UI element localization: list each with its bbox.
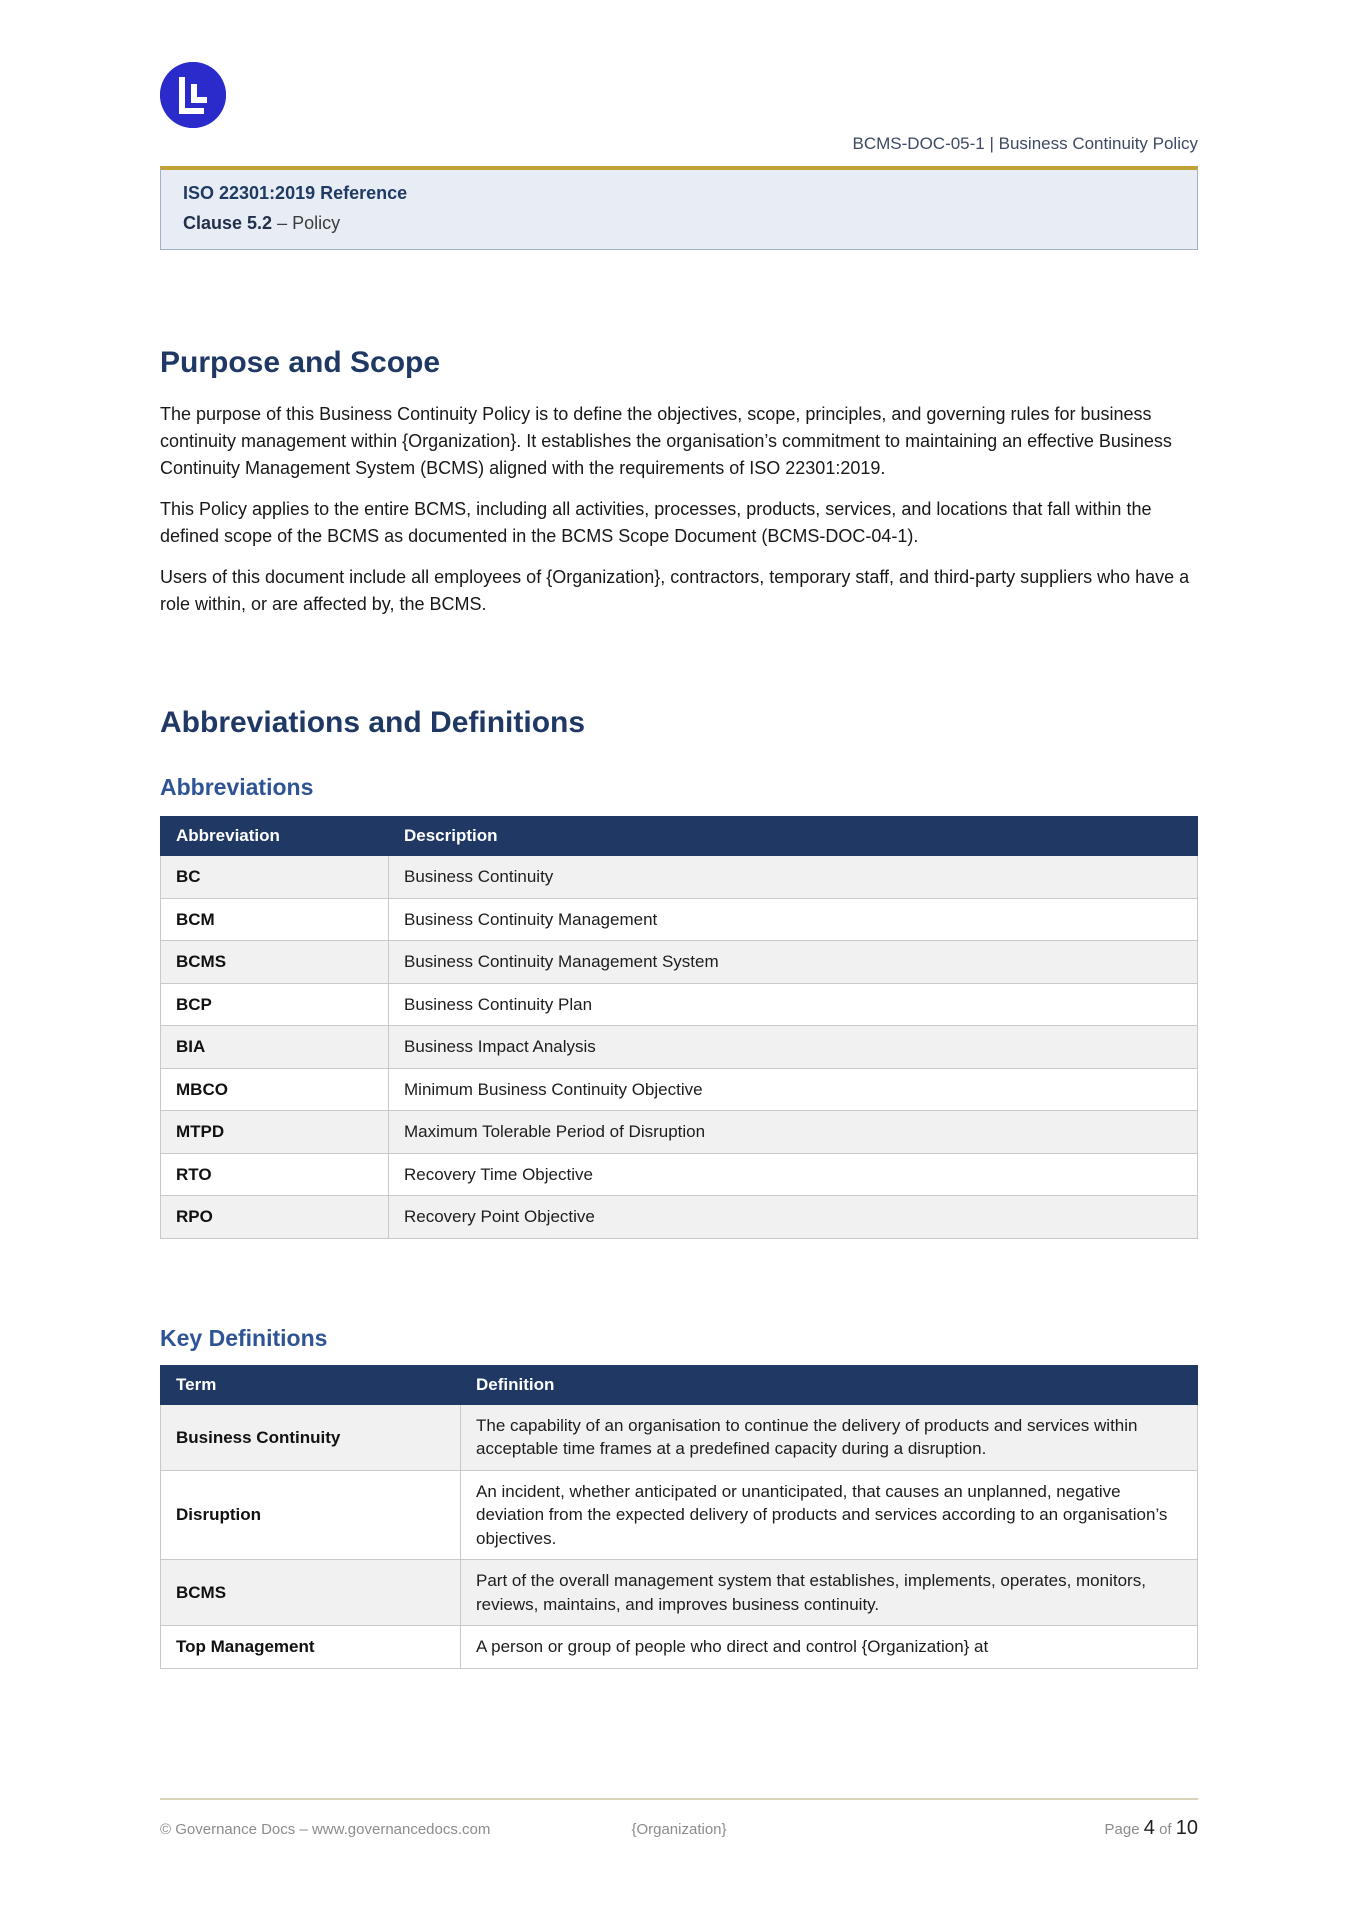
description-cell: Business Continuity Plan	[389, 983, 1198, 1025]
definition-row	[161, 1404, 1198, 1470]
term-cell: MTPD	[161, 1111, 389, 1153]
document-body	[0, 346, 1358, 1669]
term-cell: Business Continuity	[161, 1404, 461, 1470]
footer-organization: {Organization}	[631, 1821, 727, 1838]
definition-row	[161, 1560, 1198, 1626]
section-title-abbreviations-definitions: Abbreviations and Definitions	[160, 705, 586, 739]
purpose-paragraph-3: Users of this document include all employees of {Organization}, contractors, temporary staff, and third-party suppliers who have a role within, or are affected by, the BCMS.	[160, 566, 1190, 614]
abbreviation-row	[161, 1196, 1198, 1238]
term-cell: BCMS	[161, 1560, 461, 1626]
page-footer	[160, 1798, 1198, 1840]
footer-page-indicator	[1105, 1817, 1198, 1840]
column-header-abbreviation: Abbreviation	[161, 817, 389, 856]
abbreviation-row	[161, 898, 1198, 940]
footer-page-total: 10	[1175, 1817, 1198, 1839]
term-cell: RTO	[161, 1153, 389, 1195]
key-definitions-table	[160, 1365, 1198, 1669]
abbreviation-row	[161, 1026, 1198, 1068]
description-cell: Minimum Business Continuity Objective	[389, 1068, 1198, 1110]
subsection-title-abbreviations: Abbreviations	[160, 774, 314, 800]
column-header-definition: Definition	[461, 1365, 1198, 1404]
clause-label: Clause 5.2	[183, 213, 273, 233]
abbreviation-row	[161, 1153, 1198, 1195]
term-cell: MBCO	[161, 1068, 389, 1110]
footer-copyright: © Governance Docs – www.governancedocs.com	[160, 1821, 491, 1838]
key-definitions-header-row	[161, 1365, 1198, 1404]
description-cell: Business Continuity Management System	[389, 941, 1198, 983]
purpose-paragraph-1: The purpose of this Business Continuity Policy is to define the objectives, scope, principles, and governing rules for business continuity management within {Organization}. It establishes the organisation’s commitment to maintaining an effective Business Continuity Management System (BCMS) aligned with the requirements of ISO 22301:2019.	[160, 403, 1172, 478]
column-header-term: Term	[161, 1365, 461, 1404]
iso-reference-box	[160, 166, 1198, 250]
purpose-paragraph-2: This Policy applies to the entire BCMS, including all activities, processes, products, services, and locations that fall within the defined scope of the BCMS as documented in the BCMS Scope Document (BCMS-DOC-04-1).	[160, 498, 1152, 546]
description-cell: Business Continuity	[389, 856, 1198, 898]
document-id-header: BCMS-DOC-05-1 | Business Continuity Policy	[852, 134, 1198, 153]
term-cell: BCMS	[161, 941, 389, 983]
description-cell: Recovery Time Objective	[389, 1153, 1198, 1195]
description-cell: The capability of an organisation to continue the delivery of products and services within acceptable time frames at a predefined capacity during a disruption.	[461, 1404, 1198, 1470]
term-cell: RPO	[161, 1196, 389, 1238]
abbreviations-header-row	[161, 817, 1198, 856]
term-cell: Top Management	[161, 1626, 461, 1668]
abbreviation-row	[161, 941, 1198, 983]
iso-reference-title: ISO 22301:2019 Reference	[183, 183, 408, 203]
clause-text: – Policy	[272, 213, 341, 233]
abbreviation-row	[161, 1068, 1198, 1110]
term-cell: BIA	[161, 1026, 389, 1068]
term-cell: BCP	[161, 983, 389, 1025]
abbreviation-row	[161, 856, 1198, 898]
iso-reference-clause	[183, 213, 1175, 234]
term-cell: BCM	[161, 898, 389, 940]
footer-page-label: Page	[1104, 1821, 1140, 1838]
description-cell: Business Impact Analysis	[389, 1026, 1198, 1068]
term-cell: Disruption	[161, 1470, 461, 1559]
term-cell: BC	[161, 856, 389, 898]
definition-row	[161, 1470, 1198, 1559]
description-cell: An incident, whether anticipated or unanticipated, that causes an unplanned, negative deviation from the expected delivery of products and services according to an organisation’s objectives.	[461, 1470, 1198, 1559]
footer-page-current: 4	[1143, 1817, 1155, 1839]
description-cell: Business Continuity Management	[389, 898, 1198, 940]
abbreviation-row	[161, 1111, 1198, 1153]
subsection-title-key-definitions: Key Definitions	[160, 1324, 328, 1351]
description-cell: A person or group of people who direct and control {Organization} at	[461, 1626, 1198, 1668]
column-header-description: Description	[389, 817, 1198, 856]
description-cell: Maximum Tolerable Period of Disruption	[389, 1111, 1198, 1153]
abbreviations-table	[160, 816, 1198, 1238]
abbreviation-row	[161, 983, 1198, 1025]
description-cell: Recovery Point Objective	[389, 1196, 1198, 1238]
definition-row	[161, 1626, 1198, 1668]
footer-of-label: of	[1159, 1821, 1172, 1838]
company-logo-icon	[160, 62, 226, 128]
description-cell: Part of the overall management system that establishes, implements, operates, monitors, reviews, maintains, and improves business continuity.	[461, 1560, 1198, 1626]
section-title-purpose: Purpose and Scope	[160, 346, 441, 379]
page-header	[0, 0, 1358, 166]
